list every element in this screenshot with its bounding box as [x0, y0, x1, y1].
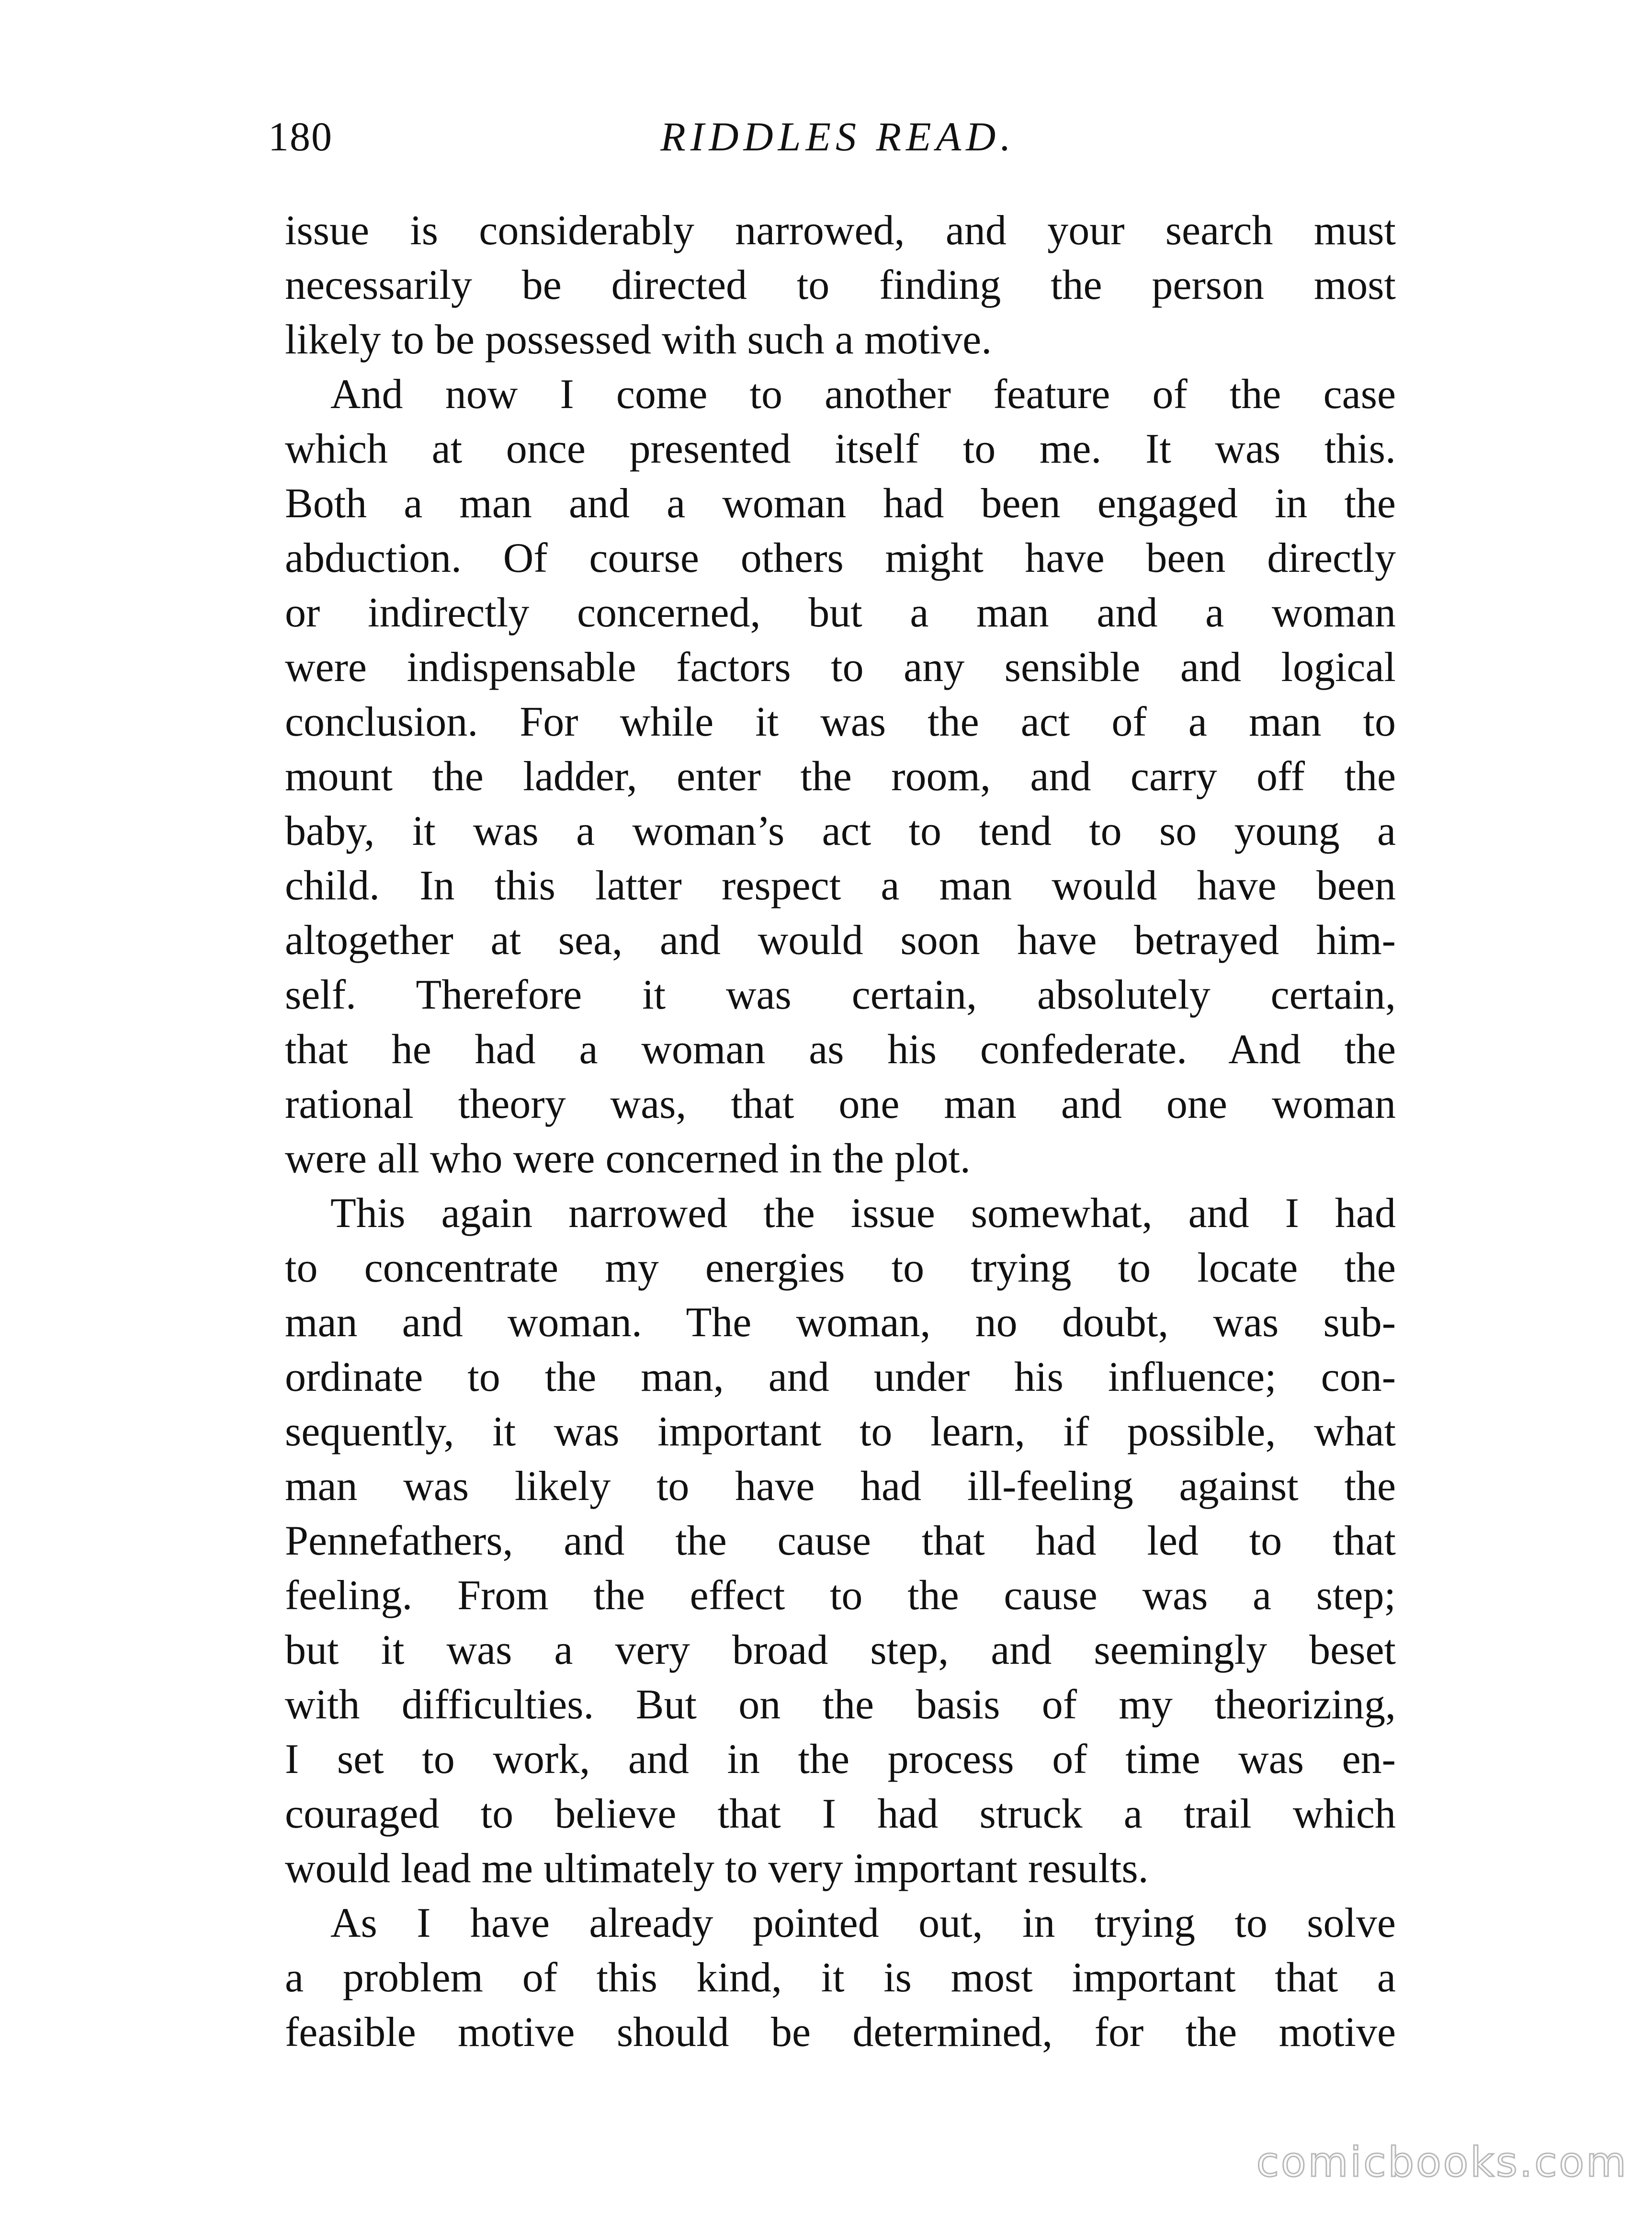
text-line: child. In this latter respect a man would have been	[285, 863, 1396, 909]
text-line: issue is considerably narrowed, and your search must	[285, 207, 1396, 254]
text-line: sequently, it was important to learn, if possible, what	[285, 1409, 1396, 1455]
text-line: but it was a very broad step, and seemingly beset	[285, 1627, 1396, 1673]
text-line: abduction. Of course others might have been directly	[285, 535, 1396, 581]
text-line: As I have already pointed out, in trying to solve	[330, 1900, 1396, 1946]
text-line: altogether at sea, and would soon have betrayed him-	[285, 917, 1396, 964]
text-line: This again narrowed the issue somewhat, and I had	[330, 1190, 1396, 1237]
text-line: were indispensable factors to any sensible and logical	[285, 644, 1396, 691]
text-line: I set to work, and in the process of time was en-	[285, 1736, 1396, 1783]
page-number: 180	[268, 114, 333, 159]
text-line: mount the ladder, enter the room, and carry off the	[285, 753, 1396, 800]
text-line: feasible motive should be determined, for the motive	[285, 2009, 1396, 2056]
text-line: that he had a woman as his confederate. And the	[285, 1026, 1396, 1073]
text-line: Both a man and a woman had been engaged in the	[285, 480, 1396, 527]
watermark: comicbooks.com	[1256, 2138, 1628, 2186]
body-text	[285, 204, 1396, 2071]
text-line: man and woman. The woman, no doubt, was sub-	[285, 1299, 1396, 1346]
text-line: ordinate to the man, and under his influence; con-	[285, 1354, 1396, 1400]
text-line: conclusion. For while it was the act of a man to	[285, 699, 1396, 745]
text-line: to concentrate my energies to trying to locate the	[285, 1245, 1396, 1291]
text-line: man was likely to have had ill-feeling against the	[285, 1463, 1396, 1510]
text-line: would lead me ultimately to very important results.	[285, 1845, 1149, 1892]
running-title: RIDDLES READ.	[660, 114, 1016, 159]
text-line: which at once presented itself to me. It was this.	[285, 426, 1396, 472]
text-line: necessarily be directed to finding the person most	[285, 262, 1396, 308]
text-line: feeling. From the effect to the cause was a step;	[285, 1572, 1396, 1619]
text-line: Pennefathers, and the cause that had led to that	[285, 1518, 1396, 1564]
text-line: And now I come to another feature of the case	[330, 371, 1396, 418]
text-line: couraged to believe that I had struck a trail which	[285, 1791, 1396, 1837]
text-line: rational theory was, that one man and one woman	[285, 1081, 1396, 1127]
text-line: with difficulties. But on the basis of my theorizing,	[285, 1682, 1396, 1728]
text-line: likely to be possessed with such a motive.	[285, 317, 992, 363]
text-line: a problem of this kind, it is most important that a	[285, 1954, 1396, 2001]
text-line: baby, it was a woman’s act to tend to so young a	[285, 808, 1396, 854]
text-line: were all who were concerned in the plot.	[285, 1136, 971, 1182]
running-head	[268, 113, 1408, 165]
text-line: self. Therefore it was certain, absolutely certain,	[285, 972, 1396, 1018]
text-line: or indirectly concerned, but a man and a woman	[285, 590, 1396, 636]
